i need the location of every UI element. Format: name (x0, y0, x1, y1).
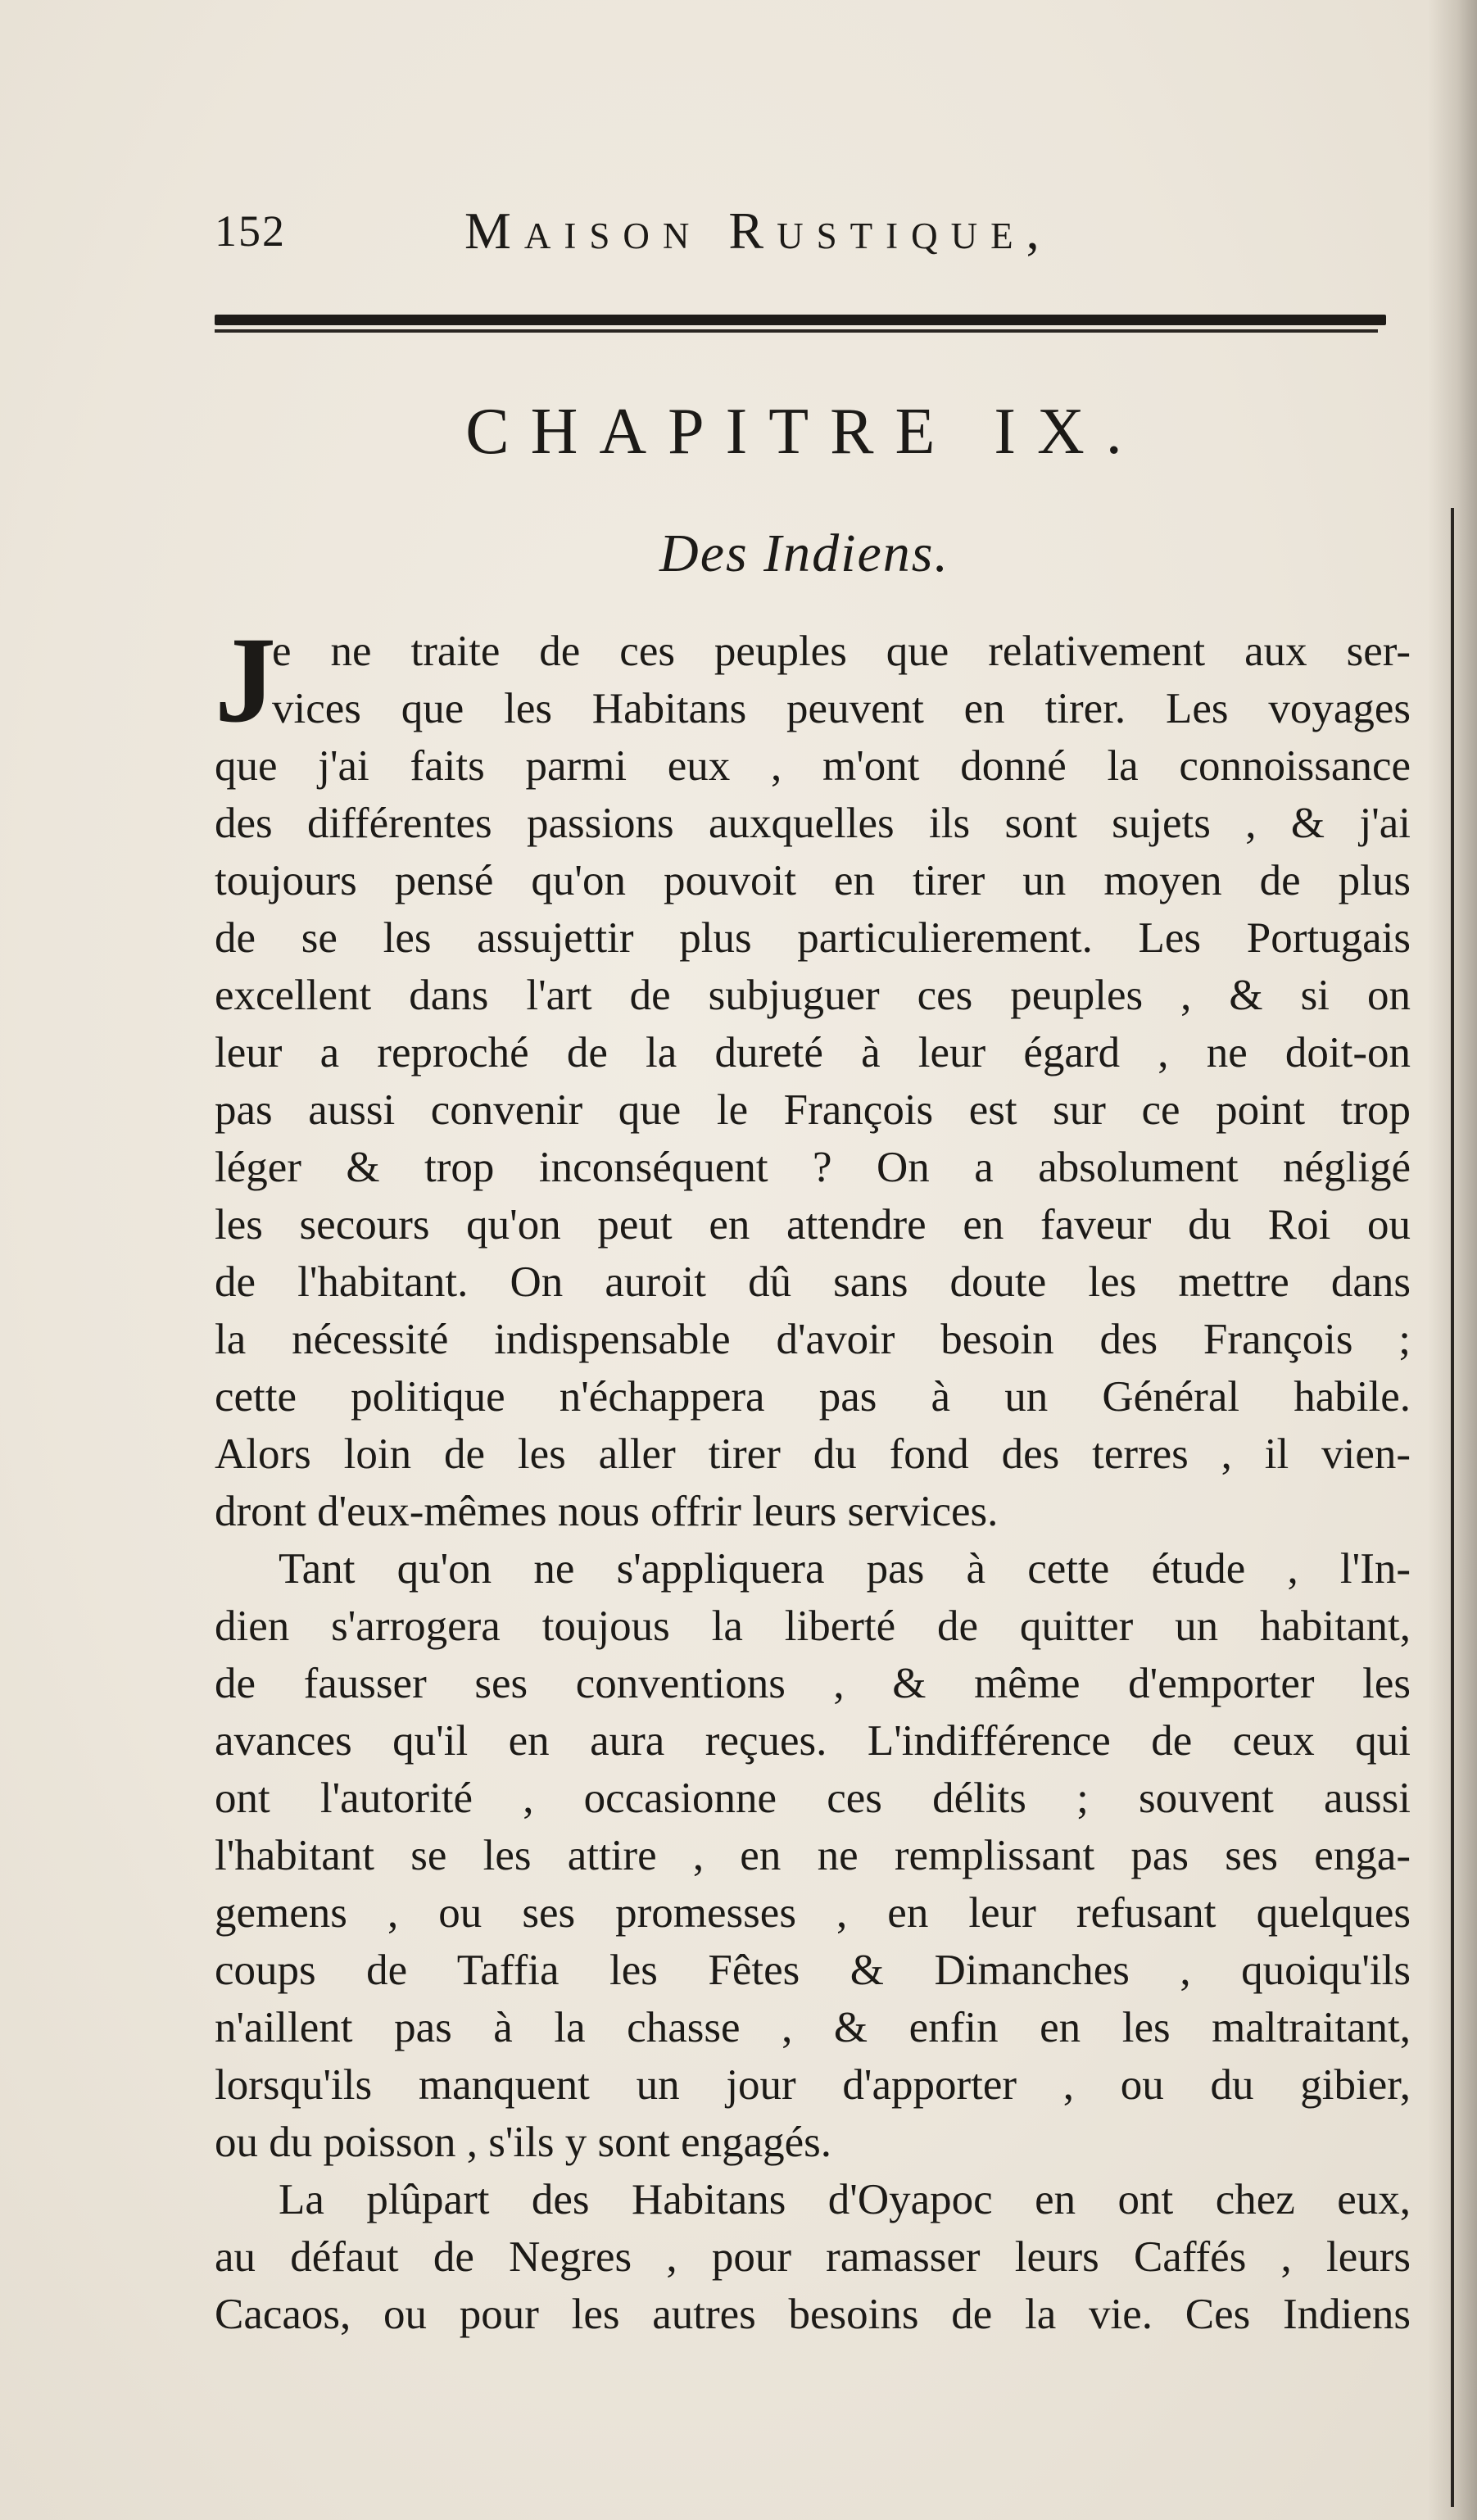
text-line: excellent dans l'art de subjuguer ces peuples , & si on (215, 972, 1411, 1019)
paragraph-1 (215, 623, 1411, 737)
text-line: Cacaos, ou pour les autres besoins de la vie. Ces Indiens (215, 2291, 1411, 2338)
text-line: leur a reproché de la dureté à leur égard , ne doit-on (215, 1029, 1411, 1076)
text-line: Tant qu'on ne s'appliquera pas à cette étude , l'In- (279, 1545, 1411, 1593)
body-text (215, 623, 1411, 2343)
text-line: coups de Taffia les Fêtes & Dimanches , quoiqu'ils (215, 1947, 1411, 1994)
text-line: de fausser ses conventions , & même d'emporter les (215, 1660, 1411, 1707)
text-line: de se les assujettir plus particulierement. Les Portugais (215, 914, 1411, 962)
running-title: Maison Rustique, (464, 202, 1053, 260)
page-edge-line (1451, 508, 1454, 2507)
header-rule-thick (215, 315, 1386, 325)
text-line: avances qu'il en aura reçues. L'indifférence de ceux qui (215, 1717, 1411, 1765)
text-line: ou du poisson , s'ils y sont engagés. (215, 2119, 832, 2166)
chapter-title: CHAPITRE IX. (465, 396, 1144, 468)
header-rule (215, 310, 1393, 336)
text-line: que j'ai faits parmi eux , m'ont donné la connoissance (215, 742, 1411, 790)
text-line: vices que les Habitans peuvent en tirer. Les voyages (272, 685, 1411, 732)
text-line: la nécessité indispensable d'avoir besoin des François ; (215, 1316, 1411, 1363)
running-header (215, 201, 1394, 266)
drop-cap: J (215, 623, 276, 737)
text-line: cette politique n'échappera pas à un Général habile. (215, 1373, 1411, 1421)
text-line: gemens , ou ses promesses , en leur refusant quelques (215, 1889, 1411, 1937)
page-number: 152 (215, 206, 286, 256)
text-line: toujours pensé qu'on pouvoit en tirer un moyen de plus (215, 857, 1411, 904)
text-line: l'habitant se les attire , en ne remplissant pas ses enga- (215, 1832, 1411, 1879)
text-line: ont l'autorité , occasionne ces délits ; souvent aussi (215, 1774, 1411, 1822)
text-line: e ne traite de ces peuples que relativement aux ser- (272, 628, 1411, 675)
text-line: de l'habitant. On auroit dû sans doute les mettre dans (215, 1258, 1411, 1306)
text-line: lorsqu'ils manquent un jour d'apporter , ou du gibier, (215, 2061, 1411, 2109)
text-line: des différentes passions auxquelles ils sont sujets , & j'ai (215, 800, 1411, 847)
text-line: Alors loin de les aller tirer du fond des terres , il vien- (215, 1430, 1411, 1478)
text-line: La plûpart des Habitans d'Oyapoc en ont chez eux, (279, 2176, 1411, 2223)
text-line: léger & trop inconséquent ? On a absolument négligé (215, 1144, 1411, 1191)
text-line: les secours qu'on peut en attendre en faveur du Roi ou (215, 1201, 1411, 1249)
chapter-subtitle: Des Indiens. (659, 523, 949, 583)
text-line: dront d'eux-mêmes nous offrir leurs services. (215, 1488, 999, 1535)
text-line: dien s'arrogera toujous la liberté de quitter un habitant, (215, 1602, 1411, 1650)
text-line: au défaut de Negres , pour ramasser leurs Caffés , leurs (215, 2233, 1411, 2281)
text-line: n'aillent pas à la chasse , & enfin en les maltraitant, (215, 2004, 1411, 2051)
header-rule-thin (215, 329, 1378, 333)
text-line: pas aussi convenir que le François est sur ce point trop (215, 1086, 1411, 1134)
